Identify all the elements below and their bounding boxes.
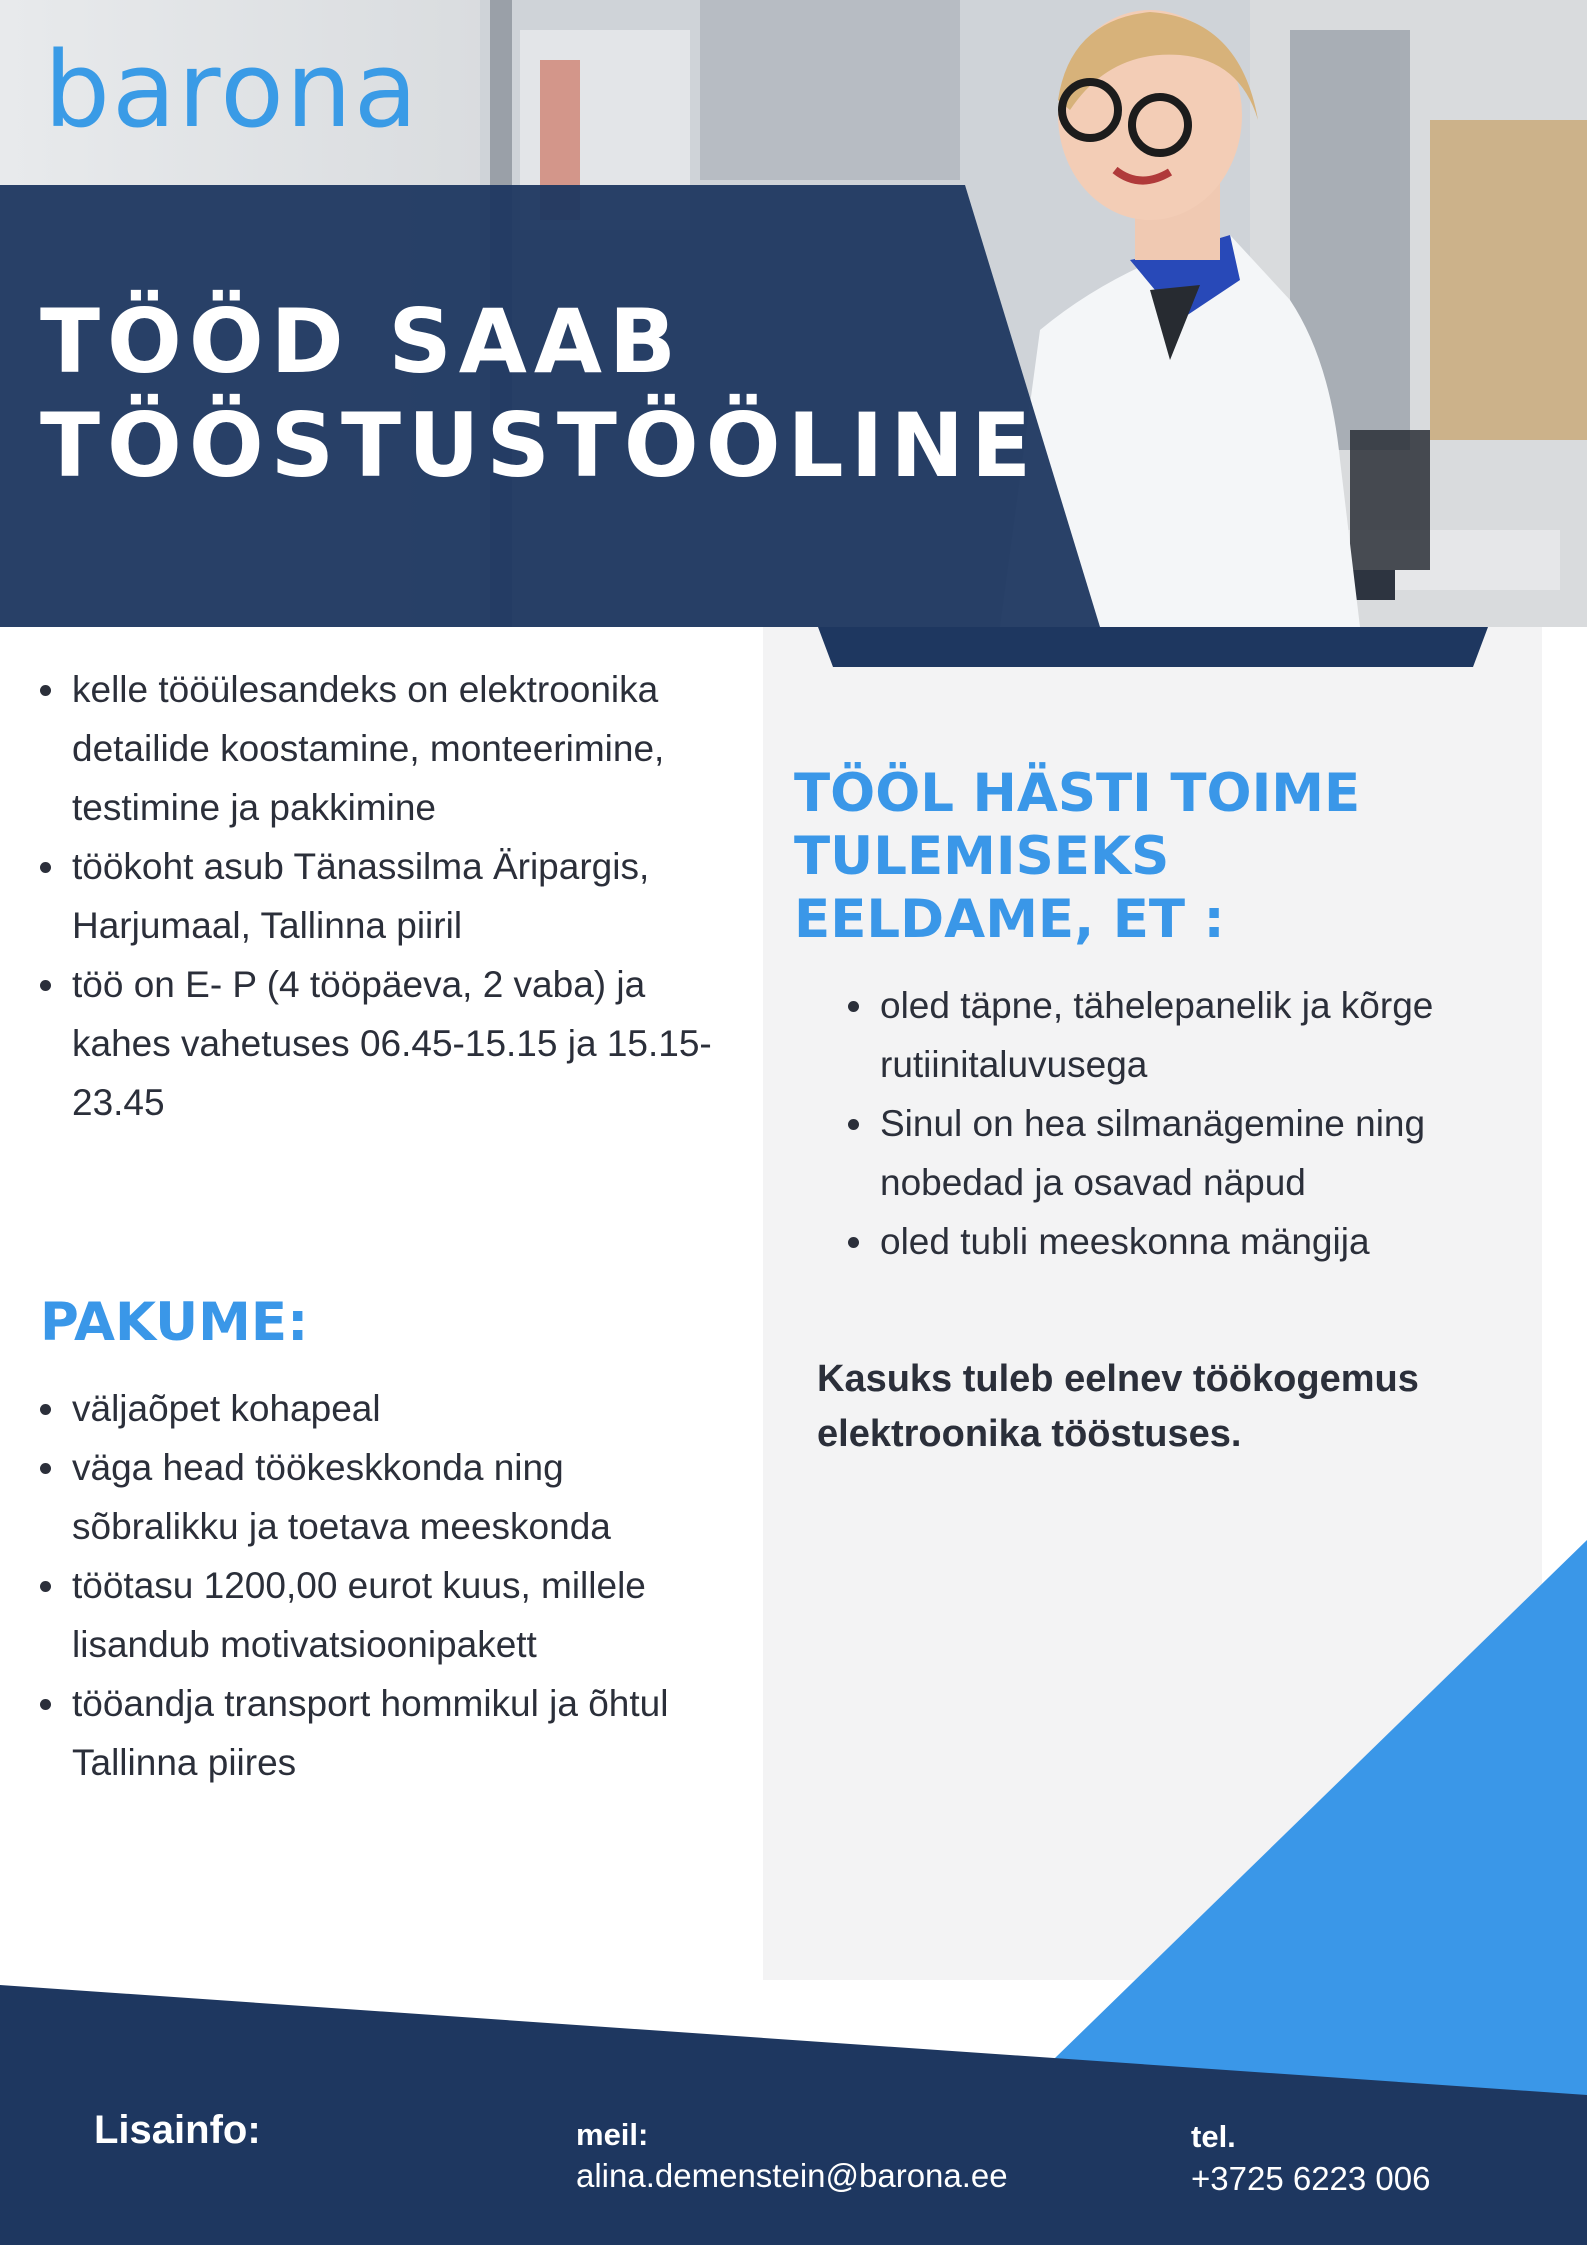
- title-line-1: TÖÖD SAAB: [40, 290, 683, 393]
- list-item: tööandja transport hommikul ja õhtul Tallinna piires: [0, 1674, 730, 1792]
- list-item: Sinul on hea silmanägemine ning nobedad ja osavad näpud: [806, 1094, 1506, 1212]
- intro-section: [0, 660, 730, 1132]
- experience-note-line-1: Kasuks tuleb eelnev töökogemus: [817, 1358, 1419, 1400]
- barona-logo: barona: [44, 29, 420, 151]
- requirements-list: [806, 976, 1506, 1271]
- list-item: töötasu 1200,00 eurot kuus, millele lisandub motivatsioonipakett: [0, 1556, 730, 1674]
- list-item: väga head töökeskkonda ning sõbralikku ja toetava meeskonda: [0, 1438, 730, 1556]
- email-link[interactable]: alina.demenstein@barona.ee: [576, 2157, 1008, 2194]
- panel-tab-decoration: [763, 627, 1542, 672]
- list-item: oled täpne, tähelepanelik ja kõrge rutiinitaluvusega: [806, 976, 1506, 1094]
- phone-number[interactable]: +3725 6223 006: [1191, 2160, 1431, 2197]
- phone-label: tel.: [1191, 2119, 1236, 2154]
- list-item: kelle tööülesandeks on elektroonika detailide koostamine, monteerimine, testimine ja pakkimine: [0, 660, 730, 837]
- list-item: oled tubli meeskonna mängija: [806, 1212, 1506, 1271]
- requirements-heading-line-2: TULEMISEKS: [794, 826, 1170, 887]
- list-item: töö on E- P (4 tööpäeva, 2 vaba) ja kahes vahetuses 06.45-15.15 ja 15.15-23.45: [0, 955, 730, 1132]
- experience-note-line-2: elektroonika tööstuses.: [817, 1413, 1242, 1455]
- hero-header: [0, 0, 1587, 627]
- requirements-section: [806, 976, 1506, 1271]
- footer-label: Lisainfo:: [94, 2108, 261, 2152]
- email-label: meil:: [576, 2117, 649, 2152]
- intro-list: [0, 660, 730, 1132]
- page-title: [40, 290, 1038, 498]
- list-item: väljaõpet kohapeal: [0, 1379, 730, 1438]
- requirements-heading: [794, 762, 1494, 951]
- title-line-2: TÖÖSTUSTÖÖLINE: [40, 394, 1039, 497]
- requirements-heading-line-3: EELDAME, ET :: [794, 889, 1225, 950]
- requirements-heading-line-1: TÖÖL HÄSTI TOIME: [794, 763, 1361, 824]
- list-item: töökoht asub Tänassilma Äripargis, Harjumaal, Tallinna piiril: [0, 837, 730, 955]
- experience-note: [817, 1352, 1517, 1462]
- offer-heading: PAKUME:: [40, 1292, 309, 1353]
